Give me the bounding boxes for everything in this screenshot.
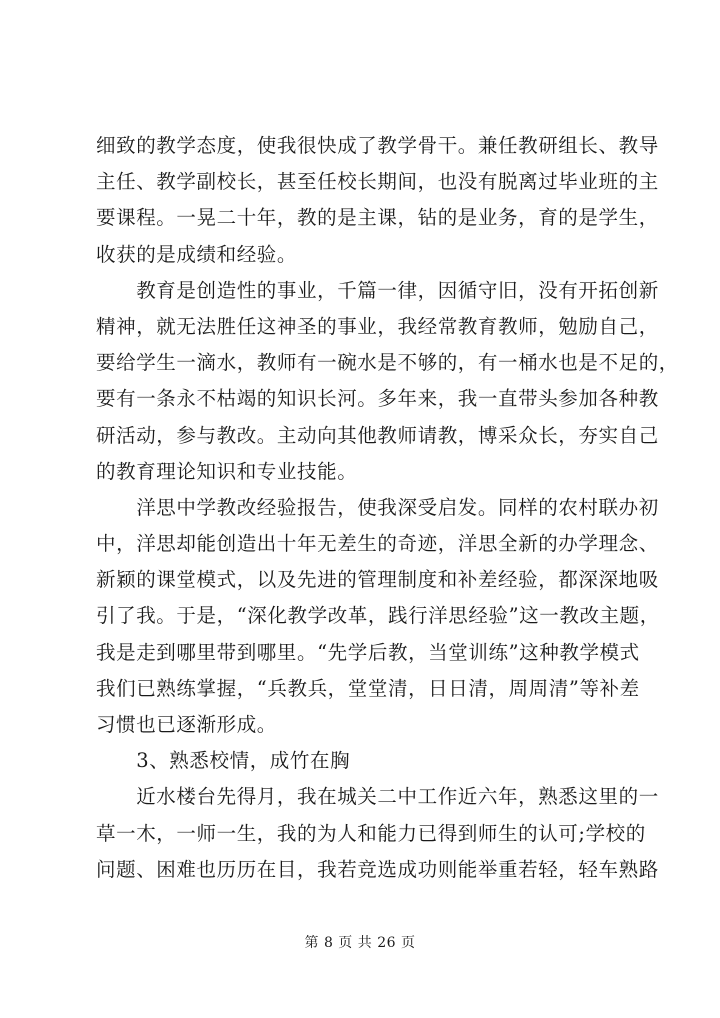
text-line: 引了我。于是，“深化教学改革，践行洋思经验”这一教改主题，	[96, 604, 660, 628]
text-line: 的教育理论知识和专业技能。	[96, 459, 358, 483]
section-heading: 3、熟悉校情，成竹在胸	[96, 749, 351, 773]
text-line: 我是走到哪里带到哪里。“先学后教，当堂训练”这种教学模式	[96, 640, 640, 664]
text-line: 习惯也已逐渐形成。	[96, 713, 277, 736]
text-line: 细致的教学态度，使我很快成了教学骨干。兼任教研组长、教导	[96, 134, 659, 157]
text-line: 主任、教学副校长，甚至任校长期间，也没有脱离过毕业班的主	[96, 170, 659, 194]
text-line: 研活动，参与教改。主动向其他教师请教，博采众长，夯实自己	[96, 423, 659, 447]
page-number-footer: 第 8 页 共 26 页	[304, 935, 416, 951]
text-line: 问题、困难也历历在目，我若竞选成功则能举重若轻，轻车熟路	[96, 857, 659, 881]
text-line: 洋思中学教改经验报告，使我深受启发。同样的农村联办初	[96, 495, 659, 519]
text-line: 中，洋思却能创造出十年无差生的奇迹，洋思全新的办学理念、	[96, 532, 659, 556]
text-line: 近水楼台先得月，我在城关二中工作近六年，熟悉这里的一	[96, 785, 659, 809]
text-line: 教育是创造性的事业，千篇一律，因循守旧，没有开拓创新	[96, 278, 659, 302]
text-line: 我们已熟练掌握，“兵教兵，堂堂清，日日清，周周清”等补差	[96, 676, 640, 700]
text-line: 要课程。一晃二十年，教的是主课，钻的是业务，育的是学生，	[96, 206, 659, 230]
body-text	[96, 128, 679, 888]
text-line: 草一木，一师一生，我的为人和能力已得到师生的认可;学校的	[96, 821, 646, 845]
text-line: 要有一条永不枯竭的知识长河。多年来，我一直带头参加各种教	[96, 387, 659, 411]
text-line: 新颖的课堂模式，以及先进的管理制度和补差经验，都深深地吸	[96, 568, 659, 592]
text-line: 要给学生一滴水，教师有一碗水是不够的，有一桶水也是不足的，	[96, 351, 679, 375]
text-line: 收获的是成绩和经验。	[96, 242, 298, 266]
text-line: 精神，就无法胜任这神圣的事业，我经常教育教师，勉励自己，	[96, 314, 659, 338]
